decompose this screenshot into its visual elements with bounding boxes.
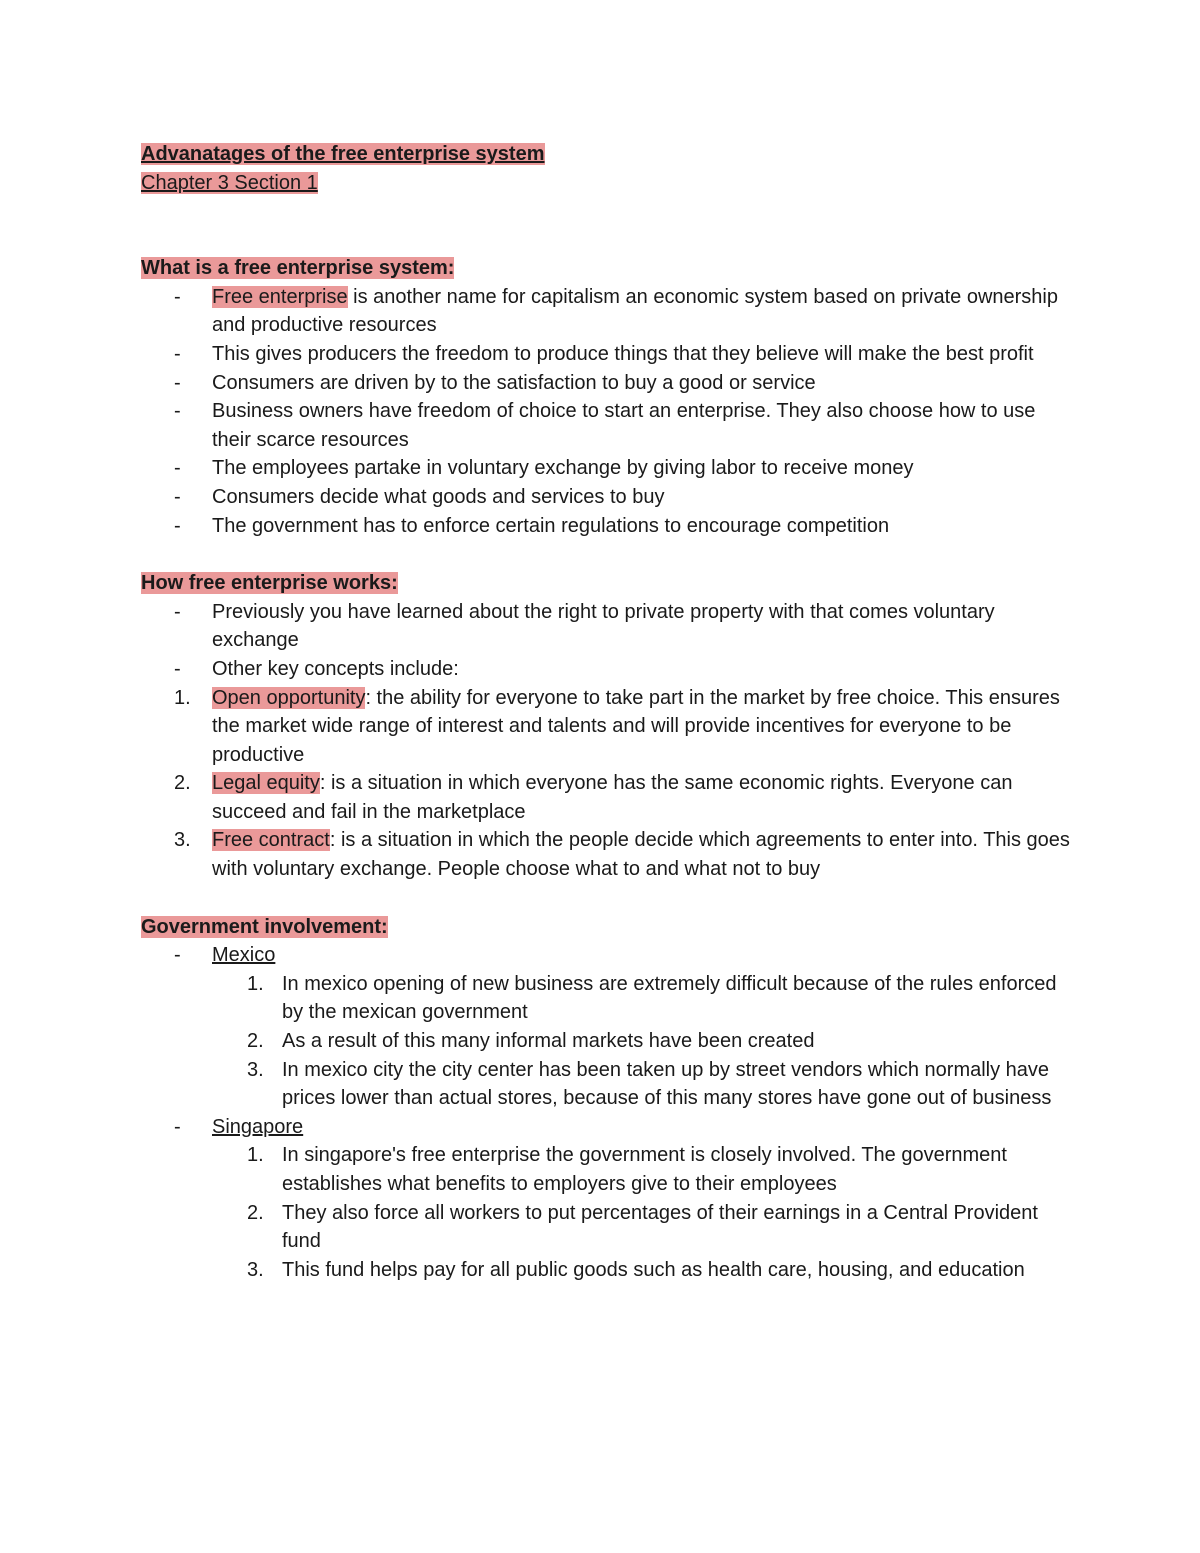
item-text: The government has to enforce certain regulations to encourage competition (212, 514, 890, 537)
spacer (141, 540, 1071, 569)
list-marker: - (174, 657, 181, 680)
item-text: Consumers are driven by to the satisfaction to buy a good or service (212, 371, 816, 394)
spacer (141, 197, 1071, 254)
list-marker: - (174, 400, 181, 423)
spacer (141, 884, 1071, 913)
list-item (141, 826, 1071, 883)
key-term: Legal equity (212, 772, 320, 795)
item-text: Previously you have learned about the right to private property with that comes voluntary exchange (212, 600, 995, 652)
list-item (141, 454, 1071, 483)
item-text: In singapore's free enterprise the government is closely involved. The government establishes what benefits to employers give to their employees (282, 1144, 1007, 1195)
bullet-list (141, 283, 1071, 540)
item-text: : the ability for everyone to take part in the market by free choice. This ensures the market wide range of interest and talents and will provide incentives for everyone to be productive (212, 686, 1060, 766)
list-marker: - (174, 457, 181, 480)
title-text: Advanatages of the free enterprise system (141, 143, 545, 165)
list-marker: 1. (247, 972, 264, 995)
section-heading-text: What is a free enterprise system: (141, 257, 455, 280)
section-heading (141, 254, 1071, 283)
item-text: As a result of this many informal markets have been created (282, 1030, 815, 1053)
item-text: This gives producers the freedom to produce things that they believe will make the best profit (212, 342, 1034, 365)
list-marker: - (174, 342, 181, 365)
item-text: The employees partake in voluntary exchange by giving labor to receive money (212, 457, 914, 480)
singapore-points (141, 1141, 1071, 1284)
document-title (141, 140, 1071, 169)
list-marker: 3. (247, 1258, 264, 1281)
list-item (141, 340, 1071, 369)
list-item (141, 397, 1071, 454)
list-item (141, 655, 1071, 684)
item-text: Business owners have freedom of choice to start an enterprise. They also choose how to use their scarce resources (212, 400, 1036, 451)
item-text: : is a situation in which everyone has the same economic rights. Everyone can succeed and fail in the marketplace (212, 772, 1013, 823)
document-body (141, 140, 1071, 1284)
list-item (141, 483, 1071, 512)
list-marker: 2. (247, 1030, 264, 1053)
list-item (141, 769, 1071, 826)
list-item (141, 1199, 1071, 1256)
item-text: : is a situation in which the people decide which agreements to enter into. This goes with voluntary exchange. People choose what to and what not to buy (212, 829, 1070, 881)
item-text: This fund helps pay for all public goods such as health care, housing, and education (282, 1258, 1025, 1281)
item-text: They also force all workers to put percentages of their earnings in a Central Provident fund (282, 1201, 1038, 1253)
subtitle-text: Chapter 3 Section 1 (141, 171, 318, 194)
list-item (141, 369, 1071, 398)
list-item (141, 1256, 1071, 1285)
item-text: Consumers decide what goods and services to buy (212, 485, 665, 508)
list-item (141, 1141, 1071, 1198)
list-item (141, 512, 1071, 541)
section-heading (141, 913, 1071, 942)
item-text: is another name for capitalism an economic system based on private ownership and productive resources (212, 285, 1058, 337)
list-marker: - (174, 600, 181, 623)
key-term: Free contract (212, 829, 330, 852)
list-marker: 3. (247, 1058, 264, 1081)
list-item (141, 1027, 1071, 1056)
section-heading-text: Government involvement: (141, 915, 388, 938)
list-marker: 1. (247, 1144, 264, 1167)
list-marker: 3. (174, 829, 191, 852)
item-text: In mexico city the city center has been taken up by street vendors which normally have prices lower than actual stores, because of this many stores have gone out of business (282, 1058, 1052, 1110)
list-marker: 2. (174, 772, 191, 795)
item-text: In mexico opening of new business are extremely difficult because of the rules enforced by the mexican government (282, 972, 1057, 1024)
section-heading (141, 569, 1071, 598)
section-heading-text: How free enterprise works: (141, 572, 398, 595)
country-name: Singapore (212, 1115, 304, 1138)
list-item (141, 684, 1071, 770)
country-list (141, 941, 1071, 970)
list-marker: 2. (247, 1201, 264, 1224)
document-subtitle (141, 169, 1071, 198)
country-item-mexico (141, 941, 1071, 970)
list-marker: - (174, 485, 181, 508)
list-item (141, 283, 1071, 340)
list-marker: 1. (174, 686, 191, 709)
item-text: Other key concepts include: (212, 657, 459, 680)
list-item (141, 598, 1071, 655)
country-item-singapore (141, 1113, 1071, 1142)
key-term: Free enterprise (212, 285, 348, 308)
country-list (141, 1113, 1071, 1142)
list-marker: - (174, 1115, 181, 1138)
list-marker: - (174, 371, 181, 394)
key-term: Open opportunity (212, 686, 366, 709)
concept-list (141, 598, 1071, 884)
country-name: Mexico (212, 944, 276, 967)
list-marker: - (174, 285, 181, 308)
mexico-points (141, 970, 1071, 1113)
list-marker: - (174, 514, 181, 537)
list-item (141, 1056, 1071, 1113)
list-marker: - (174, 944, 181, 967)
list-item (141, 970, 1071, 1027)
